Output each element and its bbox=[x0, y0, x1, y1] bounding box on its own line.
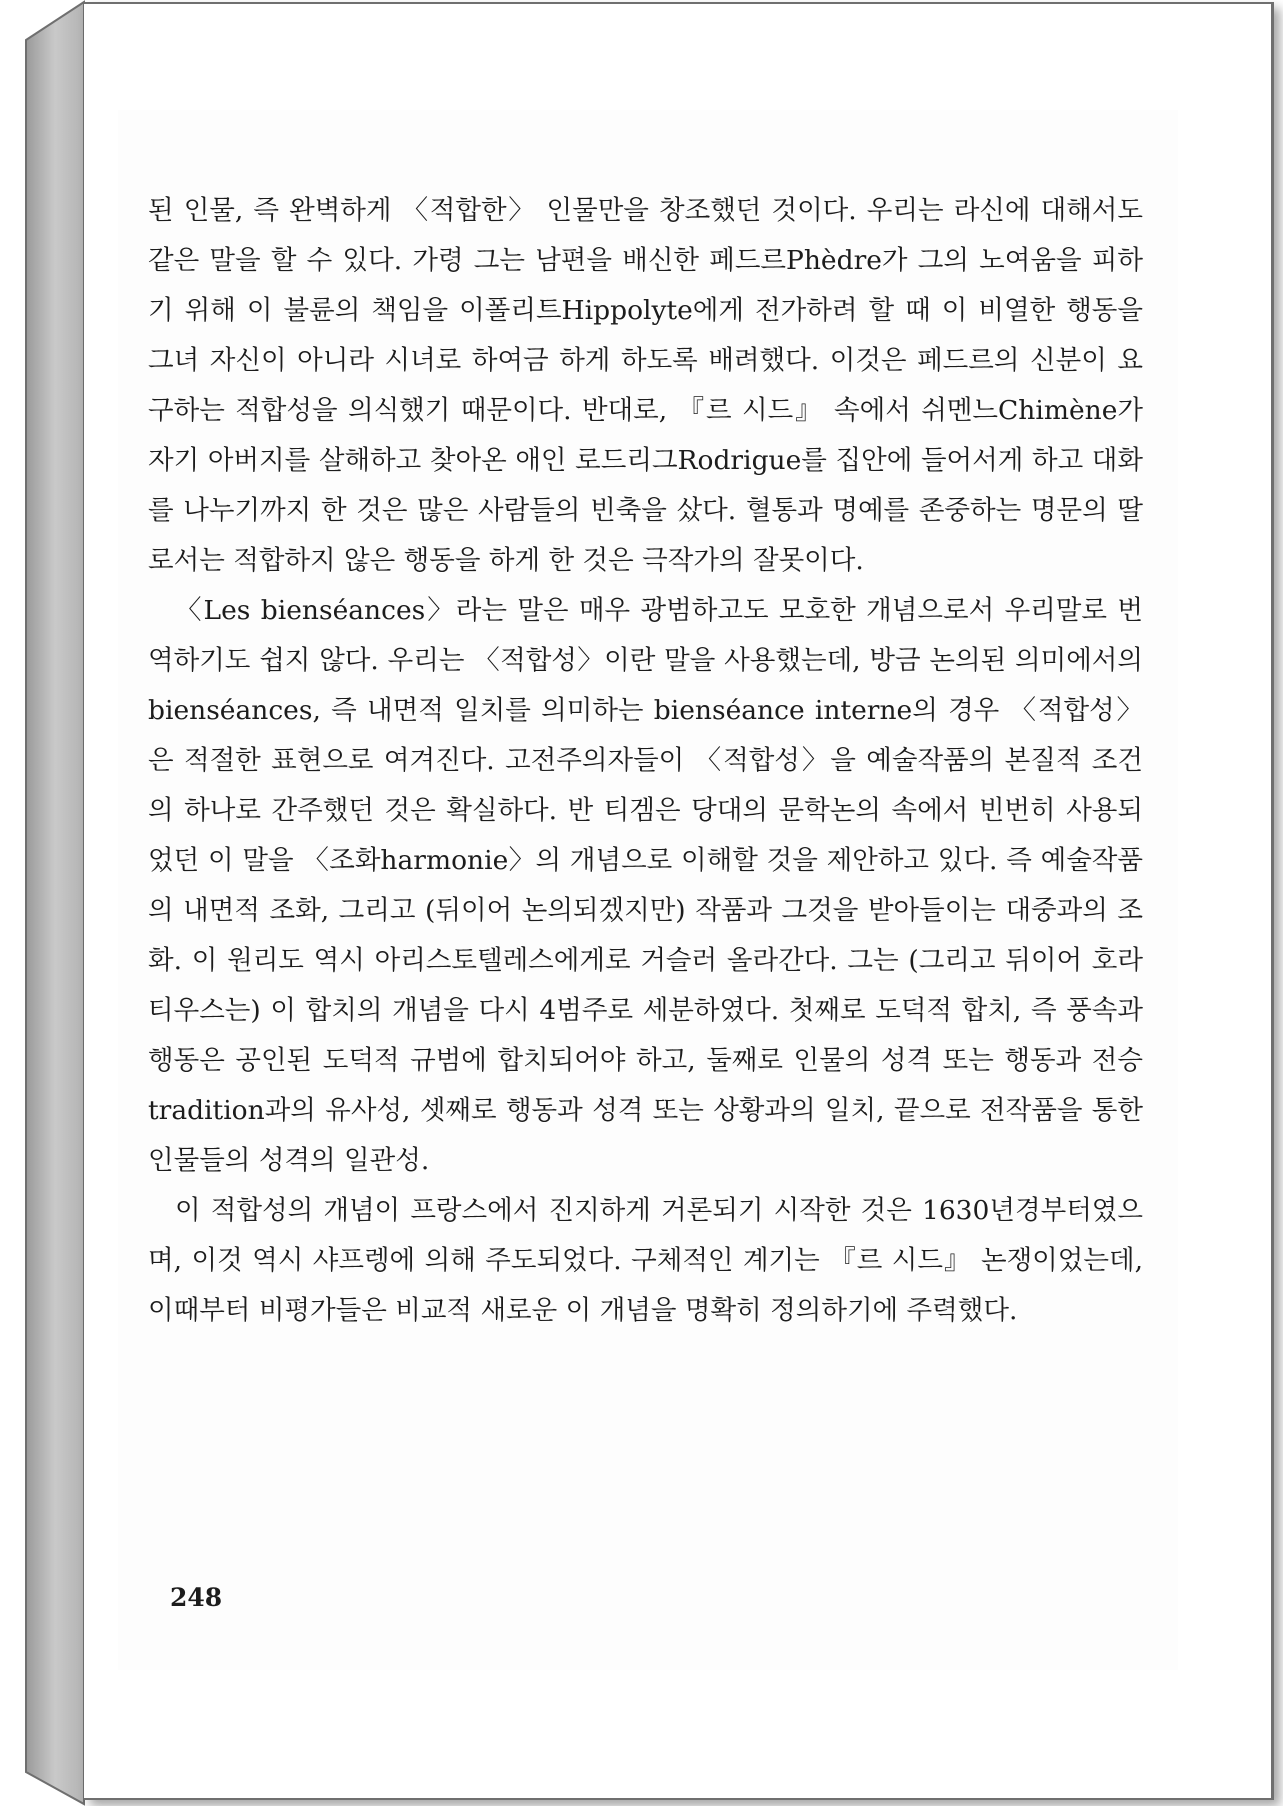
page-body bbox=[148, 186, 1143, 1336]
paragraph-3: 이 적합성의 개념이 프랑스에서 진지하게 거론되기 시작한 것은 1630년경부터였으며, 이것 역시 샤프렝에 의해 주도되었다. 구체적인 계기는 『르 시드』 논쟁이었는데, 이때부터 비평가들은 비교적 새로운 이 개념을 명확히 정의하기에 주력했다. bbox=[148, 1195, 1143, 1326]
paragraph-2: 〈Les bienséances〉라는 말은 매우 광범하고도 모호한 개념으로서 우리말로 번역하기도 쉽지 않다. 우리는 〈적합성〉이란 말을 사용했는데, 방금 논의된 의미에서의 bienséances, 즉 내면적 일치를 의미하는 bienséance interne의 경우 〈적합성〉은 적절한 표현으로 여겨진다. 고전주의자들이 〈적합성〉을 예술작품의 본질적 조건의 하나로 간주했던 것은 확실하다. 반 티겜은 당대의 문학논의 속에서 빈번히 사용되었던 이 말을 〈조화harmonie〉의 개념으로 이해할 것을 제안하고 있다. 즉 예술작품의 내면적 조화, 그리고 (뒤이어 논의되겠지만) 작품과 그것을 받아들이는 대중과의 조화. 이 원리도 역시 아리스토텔레스에게로 거슬러 올라간다. 그는 (그리고 뒤이어 호라티우스는) 이 합치의 개념을 다시 4범주로 세분하였다. 첫째로 도덕적 합치, 즉 풍속과 행동은 공인된 도덕적 규범에 합치되어야 하고, 둘째로 인물의 성격 또는 행동과 전승tradition과의 유사성, 셋째로 행동과 성격 또는 상황과의 일치, 끝으로 전작품을 통한 인물들의 성격의 일관성. bbox=[148, 595, 1143, 1176]
paragraph-1: 된 인물, 즉 완벽하게 〈적합한〉 인물만을 창조했던 것이다. 우리는 라신에 대해서도 같은 말을 할 수 있다. 가령 그는 남편을 배신한 페드르Phèdre가 그의 노여움을 피하기 위해 이 불륜의 책임을 이폴리트Hippolyte에게 전가하려 할 때 이 비열한 행동을 그녀 자신이 아니라 시녀로 하여금 하게 하도록 배려했다. 이것은 페드르의 신분이 요구하는 적합성을 의식했기 때문이다. 반대로, 『르 시드』 속에서 쉬멘느Chimène가 자기 아버지를 살해하고 찾아온 애인 로드리그Rodrigue를 집안에 들어서게 하고 대화를 나누기까지 한 것은 많은 사람들의 빈축을 샀다. 혈통과 명예를 존중하는 명문의 딸로서는 적합하지 않은 행동을 하게 한 것은 극작가의 잘못이다. bbox=[148, 195, 1143, 576]
page-number: 248 bbox=[170, 1583, 223, 1612]
